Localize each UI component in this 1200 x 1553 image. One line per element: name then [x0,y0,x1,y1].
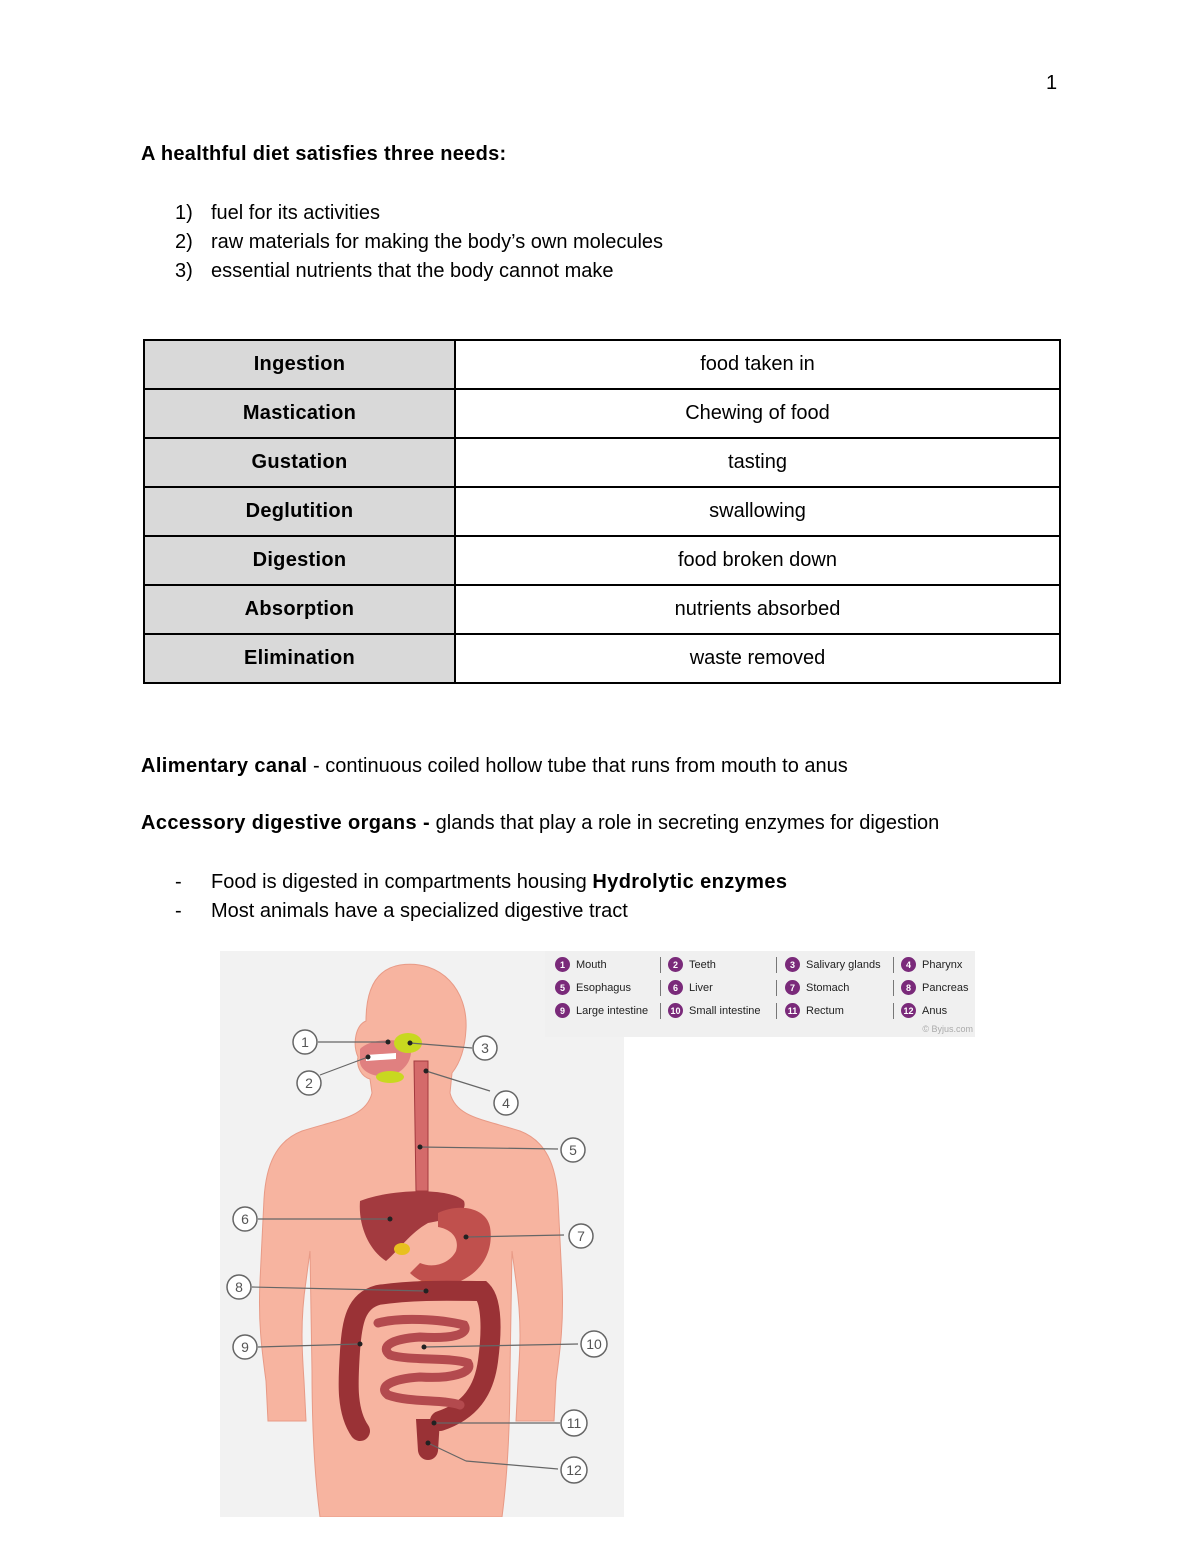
accessory-organs-definition [141,812,939,835]
salivary-gland [376,1071,404,1083]
list-text: Most animals have a specialized digestive tract [211,900,628,922]
callout-number: 8 [235,1279,243,1295]
definition-cell: food broken down [455,536,1060,585]
legend-separator [660,1003,661,1019]
legend-label: Esophagus [576,981,632,994]
legend-badge: 12 [901,1003,916,1018]
callout-number: 9 [241,1339,249,1355]
term-cell: Deglutition [144,487,455,536]
list-text: essential nutrients that the body cannot make [211,260,614,282]
callout-number: 12 [566,1462,582,1478]
callout-number: 1 [301,1034,309,1050]
legend-badge: 5 [555,980,570,995]
esophagus [414,1061,428,1191]
list-item [141,868,787,897]
legend-badge: 10 [668,1003,683,1018]
definition-cell: tasting [455,438,1060,487]
legend-item [785,1003,844,1018]
digestion-bullets [141,868,787,926]
list-item [141,257,663,286]
table-row [144,487,1060,536]
legend-label: Salivary glands [806,958,881,971]
legend-item [555,1003,648,1018]
legend-item [668,1003,761,1018]
legend-separator [893,1003,894,1019]
legend-separator [893,980,894,996]
legend-copyright: © Byjus.com [922,1024,973,1034]
legend-label: Teeth [689,958,716,971]
legend-badge: 9 [555,1003,570,1018]
definition-cell: nutrients absorbed [455,585,1060,634]
legend-badge: 4 [901,957,916,972]
term-cell: Mastication [144,389,455,438]
legend-item [668,957,716,972]
legend-label: Anus [922,1004,948,1017]
legend-label: Mouth [576,958,607,971]
term-cell: Elimination [144,634,455,683]
legend-badge: 11 [785,1003,800,1018]
list-number: 2) [175,231,193,253]
callout-number: 11 [566,1415,582,1431]
legend-label: Rectum [806,1004,844,1017]
table-row [144,340,1060,389]
rectum [416,1419,440,1460]
callout-number: 10 [586,1336,602,1352]
legend-item [785,957,881,972]
legend-label: Large intestine [576,1004,649,1017]
definition-cell: waste removed [455,634,1060,683]
page-number: 1 [1046,72,1058,94]
legend-separator [660,980,661,996]
legend-separator [776,1003,777,1019]
legend-badge: 7 [785,980,800,995]
legend-badge: 2 [668,957,683,972]
list-number: 1) [175,202,193,224]
dash-marker: - [175,871,182,893]
list-text: fuel for its activities [211,202,380,224]
legend-label: Stomach [806,981,850,994]
list-number: 3) [175,260,193,282]
callout-number: 2 [305,1075,313,1091]
definition-text: glands that play a role in secreting enzymes for digestion [430,812,940,834]
table-row [144,389,1060,438]
legend-separator [776,980,777,996]
callout-number: 4 [502,1095,510,1111]
callout-number: 7 [577,1228,585,1244]
legend-item [901,957,962,972]
legend-label: Pancreas [922,981,969,994]
table-row [144,585,1060,634]
list-item [141,199,663,228]
term-cell: Ingestion [144,340,455,389]
legend-badge: 1 [555,957,570,972]
legend-badge: 8 [901,980,916,995]
heading: A healthful diet satisfies three needs: [141,143,507,165]
list-text: Food is digested in compartments housing [211,871,593,893]
legend-item [785,980,849,995]
bold-term: Hydrolytic enzymes [592,871,788,893]
term-cell: Digestion [144,536,455,585]
callout-number: 6 [241,1211,249,1227]
legend-item [555,957,607,972]
legend-badge: 3 [785,957,800,972]
callout-number: 5 [569,1142,577,1158]
legend-item [901,980,968,995]
definition-cell: swallowing [455,487,1060,536]
definition-cell: food taken in [455,340,1060,389]
legend-badge: 6 [668,980,683,995]
definition-cell: Chewing of food [455,389,1060,438]
list-item [141,228,663,257]
list-text: raw materials for making the body’s own molecules [211,231,664,253]
legend-label: Small intestine [689,1004,761,1017]
callout-number: 3 [481,1040,489,1056]
term-cell: Gustation [144,438,455,487]
gallbladder [394,1243,410,1255]
diagram-legend [545,951,975,1037]
definition-term: Alimentary canal [141,755,308,777]
table-row [144,536,1060,585]
term-cell: Absorption [144,585,455,634]
table-row [144,438,1060,487]
needs-list [141,199,663,286]
list-item [141,897,787,926]
legend-separator [893,957,894,973]
legend-item [901,1003,947,1018]
dash-marker: - [175,900,182,922]
legend-item [668,980,713,995]
legend-label: Pharynx [922,958,963,971]
definition-term: Accessory digestive organs - [141,812,431,834]
definition-text: - continuous coiled hollow tube that runs from mouth to anus [307,755,848,777]
legend-separator [660,957,661,973]
legend-separator [776,957,777,973]
legend-item [555,980,631,995]
process-table [143,339,1061,684]
legend-label: Liver [689,981,713,994]
table-row [144,634,1060,683]
alimentary-canal-definition [141,755,848,778]
